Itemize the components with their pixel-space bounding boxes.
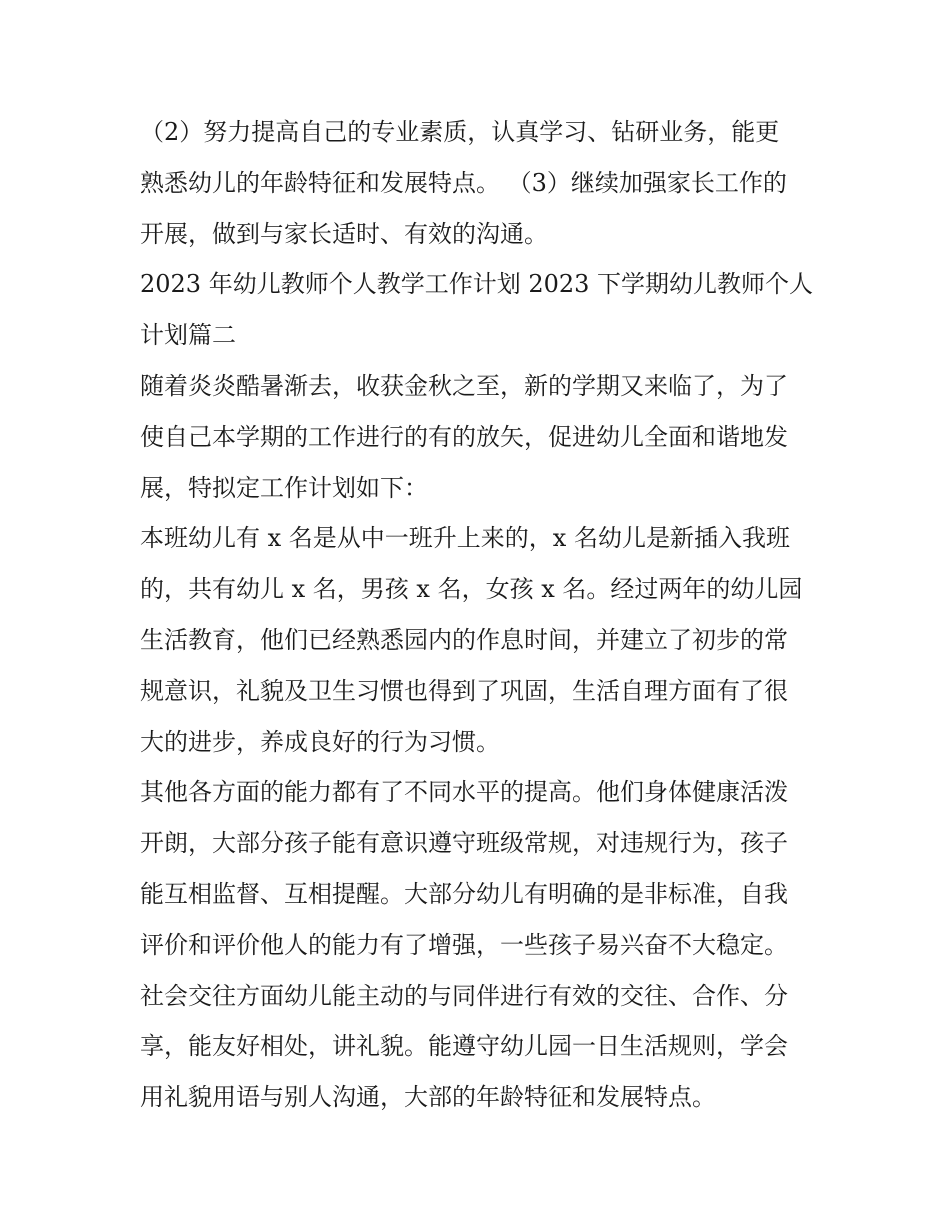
heading-line: 计划篇二 [140,321,236,350]
paragraph-class-overview [140,513,830,767]
paragraph-goals-continued [140,107,830,259]
text-line: 规意识，礼貌及卫生习惯也得到了巩固，生活自理方面有了很 [140,676,788,705]
paragraph-intro [140,361,830,513]
section-heading [140,259,830,361]
text-line: 展，特拟定工作计划如下： [140,473,428,502]
text-line: 熟悉幼儿的年龄特征和发展特点。 （3）继续加强家长工作的 [140,168,787,197]
text-line: 能互相监督、互相提醒。大部分幼儿有明确的是非标准，自我 [140,879,788,908]
text-line: 使自己本学期的工作进行的有的放矢，促进幼儿全面和谐地发 [140,422,788,451]
text-line: 评价和评价他人的能力有了增强，一些孩子易兴奋不大稳定。 [140,930,788,959]
text-line: 用礼貌用语与别人沟通，大部的年龄特征和发展特点。 [140,1083,716,1112]
text-line: 享，能友好相处，讲礼貌。能遵守幼儿园一日生活规则，学会 [140,1032,788,1061]
text-line: 生活教育，他们已经熟悉园内的作息时间，并建立了初步的常 [140,625,788,654]
text-line: 开展，做到与家长适时、有效的沟通。 [140,219,548,248]
paragraph-abilities [140,767,830,1123]
text-line: 社会交往方面幼儿能主动的与同伴进行有效的交往、合作、分 [140,981,788,1010]
text-line: 随着炎炎酷暑渐去，收获金秋之至，新的学期又来临了，为了 [140,371,788,400]
text-line: （2）努力提高自己的专业素质，认真学习、钻研业务，能更 [140,118,780,146]
text-line: 的，共有幼儿 x 名，男孩 x 名，女孩 x 名。经过两年的幼儿园 [140,575,803,604]
text-line: 开朗，大部分孩子能有意识遵守班级常规，对违规行为，孩子 [140,829,788,858]
document-body [140,107,830,1123]
text-line: 大的进步，养成良好的行为习惯。 [140,727,500,756]
heading-line: 2023 年幼儿教师个人教学工作计划 2023 下学期幼儿教师个人 [140,270,814,299]
text-line: 本班幼儿有 x 名是从中一班升上来的，x 名幼儿是新插入我班 [140,524,790,553]
text-line: 其他各方面的能力都有了不同水平的提高。他们身体健康活泼 [140,778,788,807]
